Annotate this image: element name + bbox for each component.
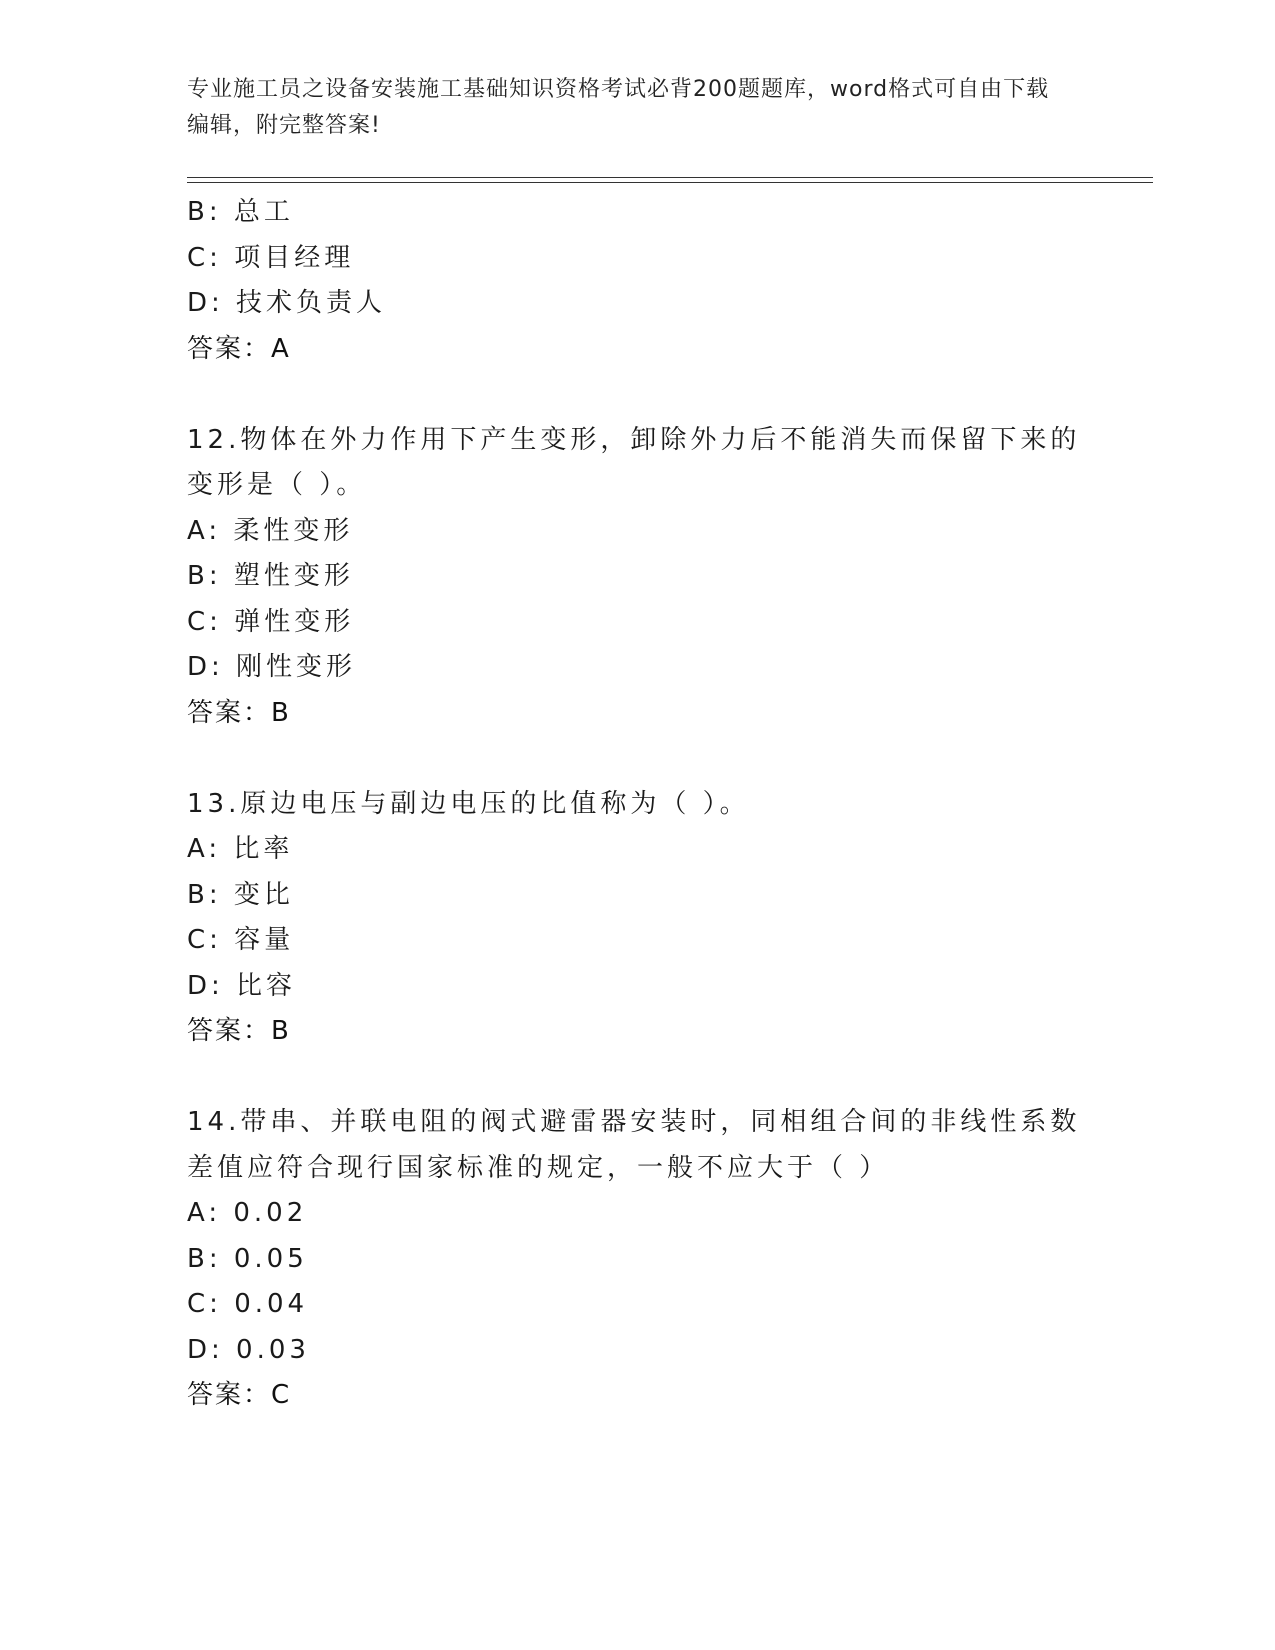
option-label: A: <box>187 834 222 864</box>
answer-line: 答案：B <box>187 697 291 728</box>
option-b <box>187 554 1087 600</box>
spacer <box>187 1055 1087 1101</box>
option-label: C: <box>187 242 222 273</box>
option-label: D: <box>187 970 224 1001</box>
option-text: 变比 <box>233 879 294 910</box>
option-label: B: <box>187 1243 222 1274</box>
question-14 <box>187 1100 1087 1419</box>
option-text: 项目经理 <box>234 242 355 273</box>
option-label: C: <box>187 606 222 637</box>
option-text: 刚性变形 <box>236 652 357 682</box>
option-label: B: <box>187 561 222 591</box>
option-text: 0.05 <box>233 1243 308 1274</box>
option-text: 总工 <box>233 197 294 227</box>
answer-line: 答案：B <box>187 1016 291 1046</box>
answer-line: 答案：C <box>187 1380 292 1410</box>
option-c <box>187 236 1087 282</box>
document-header: 专业施工员之设备安装施工基础知识资格考试必背200题题库，word格式可自由下载编辑，附完整答案! <box>187 77 1050 138</box>
option-c <box>187 600 1087 646</box>
question-stem: 14.带串、并联电阻的阀式避雷器安装时，同相组合间的非线性系数差值应符合现行国家标准的规定，一般不应大于（ ） <box>187 1107 1081 1183</box>
option-label: A: <box>187 1198 222 1228</box>
option-text: 比率 <box>233 834 294 864</box>
option-text: 0.04 <box>234 1289 309 1319</box>
option-label: B: <box>187 197 222 227</box>
option-text: 0.03 <box>236 1334 310 1365</box>
question-13 <box>187 782 1087 1055</box>
option-c <box>187 1282 1087 1328</box>
option-label: D: <box>187 288 224 318</box>
header-rule-top <box>187 177 1153 178</box>
question-11-partial <box>187 190 1087 372</box>
option-label: A: <box>187 515 222 546</box>
option-b <box>187 1237 1087 1283</box>
spacer <box>187 372 1087 418</box>
option-label: C: <box>187 1289 222 1319</box>
option-text: 弹性变形 <box>234 606 355 637</box>
option-a <box>187 827 1087 873</box>
option-d <box>187 964 1087 1010</box>
question-list <box>187 190 1087 1419</box>
spacer <box>187 736 1087 782</box>
option-a <box>187 509 1087 555</box>
option-c <box>187 918 1087 964</box>
header-rule-bottom <box>187 182 1153 183</box>
option-label: D: <box>187 1334 224 1365</box>
option-text: 0.02 <box>233 1198 308 1228</box>
question-12 <box>187 418 1087 737</box>
question-stem: 12.物体在外力作用下产生变形，卸除外力后不能消失而保留下来的变形是（ ）。 <box>187 424 1081 500</box>
option-text: 比容 <box>236 970 297 1001</box>
option-label: D: <box>187 652 224 682</box>
option-d <box>187 1328 1087 1374</box>
question-stem: 13.原边电压与副边电压的比值称为（ ）。 <box>187 788 750 819</box>
option-d <box>187 281 1087 327</box>
option-b <box>187 190 1087 236</box>
answer-line: 答案：A <box>187 333 291 364</box>
option-b <box>187 873 1087 919</box>
option-label: B: <box>187 879 222 910</box>
option-text: 容量 <box>234 925 295 955</box>
option-text: 技术负责人 <box>236 288 387 318</box>
option-label: C: <box>187 925 222 955</box>
option-a <box>187 1191 1087 1237</box>
option-text: 塑性变形 <box>233 561 354 591</box>
option-d <box>187 645 1087 691</box>
option-text: 柔性变形 <box>233 515 354 546</box>
